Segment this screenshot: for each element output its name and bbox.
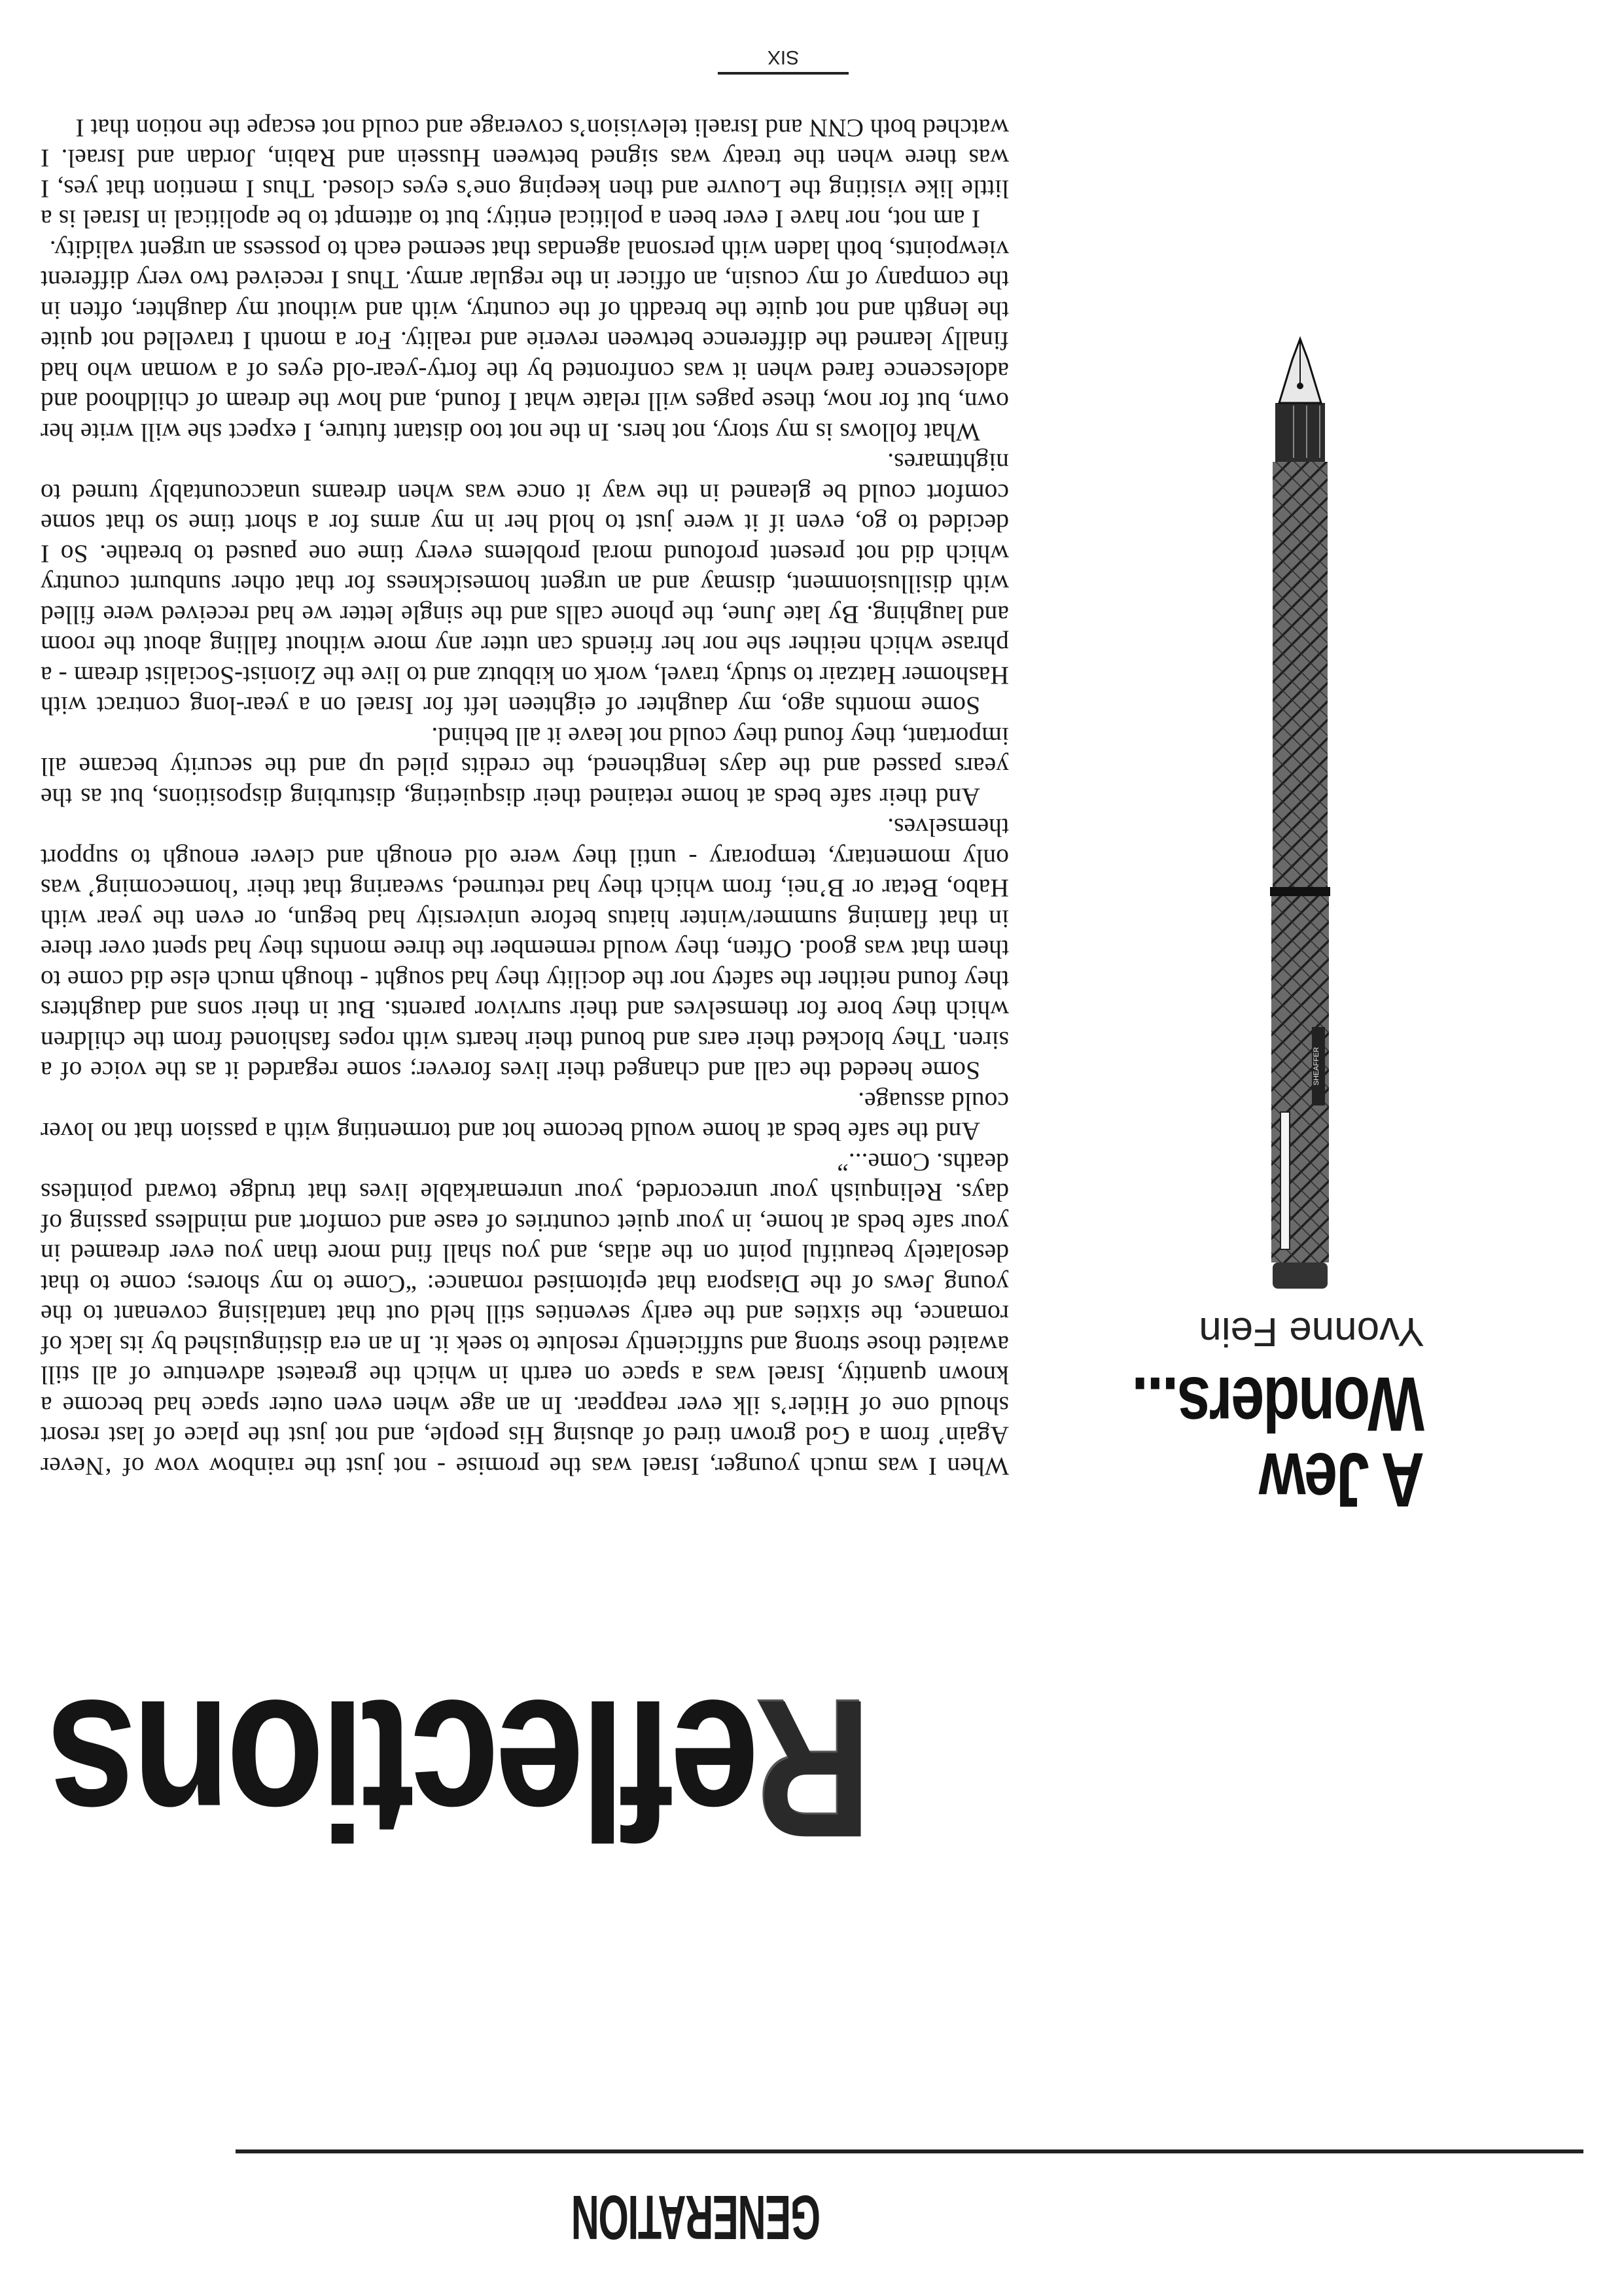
article-body bbox=[41, 113, 1009, 1482]
masthead-rule bbox=[236, 2149, 1583, 2153]
body-paragraph: What follows is my story, not hers. In the not too distant future, I expect she will write her own, but for now, these pages will relate what I found, and how the dream of childhood and adolescence fared when it was confronted by the forty-year-old eyes of a woman who had finally learned the difference between reverie and reality. For a month I travelled not quite the length and not quite the breadth of the country, with and without my daughter, often in the company of my cousin, an officer in the regular army. Thus I received two very different viewpoints, both laden with personal agendas that seemed each to possess an urgent validity. bbox=[41, 235, 1009, 447]
article-title bbox=[1118, 1361, 1424, 1523]
pen-brand-text: SHEAFFER bbox=[1313, 1047, 1320, 1086]
author-byline: Yvonne Fein bbox=[1199, 1309, 1424, 1354]
article-title-line-1: A Jew bbox=[1260, 1436, 1424, 1523]
body-paragraph: I am not, nor have I ever been a political entity; but to attempt to be apolitical in Israel is a little like visiting the Louvre and then keeping one’s eyes closed. Thus I mention that yes, I was there when the treaty was signed between Hussein and Rabin, Jordan and Israel. I watched both CNN and Israeli television’s coverage and could not escape the notion that I bbox=[41, 114, 1009, 234]
pen-cap-ring bbox=[1270, 887, 1330, 896]
section-title-initial: R bbox=[759, 1660, 872, 1879]
page-number bbox=[718, 39, 849, 78]
body-paragraph: And the safe beds at home would become hot and tormenting with a passion that no lover could assuage. bbox=[41, 1087, 1009, 1147]
body-paragraph: Some months ago, my daughter of eighteen left for Israel on a year-long contract with Hashomer Hatzair to study, travel, work on kibbutz and to live the Zionist-Socialist dream - a phrase which neither she nor her friends can utter any more without falling about the room and laughing. By late June, the phone calls and the single letter we had received were filled with disillusionment, dismay and an urgent homesickness for that other sunburnt country which did not present profound moral problems every time one paused to breathe. So I decided to go, even if it were just to hold her in my arms for a short time so that some comfort could be gleaned in the way it once was when dreams unaccountably turned to nightmares. bbox=[41, 448, 1009, 721]
folio-rule bbox=[718, 72, 849, 75]
article-title-line-2: Wonders... bbox=[1133, 1361, 1424, 1447]
body-paragraph: When I was much younger, Israel was the promise - not just the rainbow vow of ‘Never Again’ from a God grown tired of abusing His people, and not just the place of last resort should one of Hitler’s ilk ever reappear. In an age when even outer space had become a known quantity, Israel was a space on earth in which the greatest adventure of all still awaited those strong and sufficiently resolute to seek it. In an era distinguished by its lack of romance, the sixties and the early seventies still held out that tantalising covenant to the young Jews of the Diaspora that epitomised romance: “Come to my shores; come to that desolately beautiful point on the atlas, and you shall find more than you ever dreamed in your safe beds at home, in your quiet countries of ease and comfort and mindless passing of days. Relinquish your unrecorded, your unremarkable lives that trudge toward pointless deaths. Come...” bbox=[41, 1148, 1009, 1481]
masthead: GENERATION bbox=[571, 2182, 821, 2252]
pen-end-cap bbox=[1273, 1262, 1328, 1289]
section-title bbox=[51, 1655, 872, 1884]
pen-clip bbox=[1280, 1112, 1290, 1249]
page-number-text: SIX bbox=[767, 46, 800, 68]
fountain-pen-icon bbox=[1261, 334, 1339, 1302]
pen-grip bbox=[1275, 403, 1325, 462]
body-paragraph: And their safe beds at home retained their disquieting, disturbing dispositions, but as the years passed and the days lengthened, the credits piled up and the security became all important, they found they could not leave it all behind. bbox=[41, 722, 1009, 812]
section-title-rest: eflections bbox=[51, 1660, 760, 1879]
body-paragraph: Some heeded the call and changed their lives forever; some regarded it as the voice of a siren. They blocked their ears and bound their hearts with ropes fashioned from the children which they bore for themselves and their survivor parents. But in their sons and daughters they found neither the safety nor the docility they had sought - though much else did come to them that was good. Often, they would remember the three months they had spent over there in that flaming summer/winter hiatus before university had begun, or even the year with Habo, Betar or B’nei, from which they had returned, swearing that their ‘homecoming’ was only momentary, temporary - until they were old enough and clever enough to support themselves. bbox=[41, 813, 1009, 1086]
